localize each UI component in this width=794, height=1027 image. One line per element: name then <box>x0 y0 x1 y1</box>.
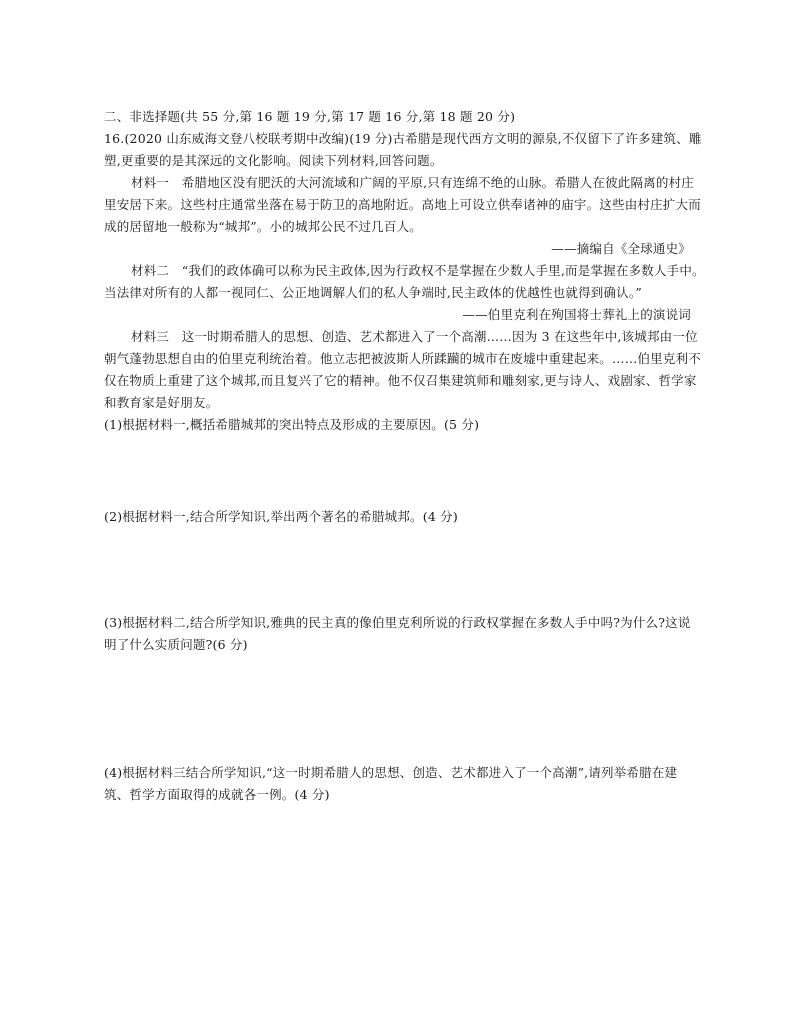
question-intro-line-2: 塑,更重要的是其深远的文化影响。阅读下列材料,回答问题。 <box>104 153 443 168</box>
material-1-line-3: 成的居留地一般称为“城邦”。小的城邦公民不过几百人。 <box>104 219 422 234</box>
subquestion-4-line-2: 筑、哲学方面取得的成就各一例。(4 分) <box>104 787 330 802</box>
section-header: 二、非选择题(共 55 分,第 16 题 19 分,第 17 题 16 分,第 18 题 20 分) <box>104 109 516 124</box>
subquestion-2: (2)根据材料一,结合所学知识,举出两个著名的希腊城邦。(4 分) <box>104 509 458 524</box>
material-1-line-1: 材料一 希腊地区没有肥沃的大河流域和广阔的平原,只有连绵不绝的山脉。希腊人在彼此隔离的村庄 <box>131 175 694 190</box>
material-2-line-2: 当法律对所有的人都一视同仁、公正地调解人们的私人争端时,民主政体的优越性也就得到确认。” <box>104 285 642 300</box>
material-3-line-4: 和教育家是好朋友。 <box>104 395 219 410</box>
material-3-line-2: 朝气蓬勃思想自由的伯里克利统治着。他立志把被波斯人所蹂躏的城市在废墟中重建起来。……伯里克利不 <box>104 351 701 366</box>
subquestion-4-line-1: (4)根据材料三结合所学知识,“这一时期希腊人的思想、创造、艺术都进入了一个高潮”,请列举希腊在建 <box>104 765 678 780</box>
material-1-line-2: 里安居下来。这些村庄通常坐落在易于防卫的高地附近。高地上可设立供奉诸神的庙宇。这些由村庄扩大而 <box>104 197 701 212</box>
question-intro-line-1: 16.(2020 山东威海文登八校联考期中改编)(19 分)古希腊是现代西方文明的源泉,不仅留下了许多建筑、雕 <box>104 131 702 146</box>
material-3-line-1: 材料三 这一时期希腊人的思想、创造、艺术都进入了一个高潮……因为 3 在这些年中,该城邦由一位 <box>131 329 698 344</box>
subquestion-3-line-1: (3)根据材料二,结合所学知识,雅典的民主真的像伯里克利所说的行政权掌握在多数人手中吗?为什么?这说 <box>104 615 691 630</box>
material-3-line-3: 仅在物质上重建了这个城邦,而且复兴了它的精神。他不仅召集建筑师和雕刻家,更与诗人、戏剧家、哲学家 <box>104 373 697 388</box>
material-2-source: ——伯里克利在殉国将士葬礼上的演说词 <box>462 307 691 322</box>
subquestion-1: (1)根据材料一,概括希腊城邦的突出特点及形成的主要原因。(5 分) <box>104 417 480 432</box>
subquestion-3-line-2: 明了什么实质问题?(6 分) <box>104 637 248 652</box>
material-1-source: ——摘编自《全球通史》 <box>551 241 691 256</box>
material-2-line-1: 材料二 “我们的政体确可以称为民主政体,因为行政权不是掌握在少数人手里,而是掌握在多数人手中。 <box>131 263 705 278</box>
